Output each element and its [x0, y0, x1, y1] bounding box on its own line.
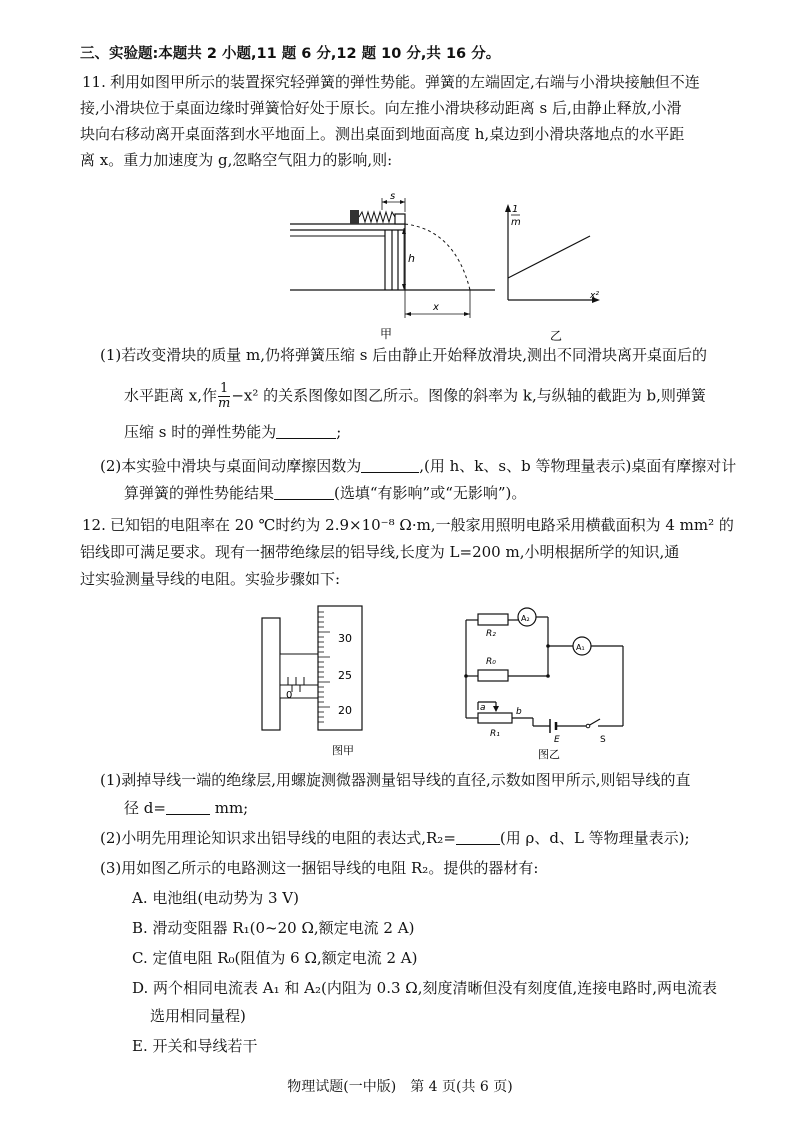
x-axis-label: x²	[590, 291, 599, 301]
q12-stem-line: 过实验测量导线的电阻。实验步骤如下:	[80, 570, 341, 588]
q12-part2-line: (2)小明先用理论知识求出铝导线的电阻的表达式,R₂= (用 ρ、d、L 等物理量表示);	[100, 829, 690, 847]
answer-blank[interactable]	[456, 830, 500, 845]
q12-figure-circuit	[438, 598, 638, 763]
option-d: D. 两个相同电流表 A₁ 和 A₂(内阻为 0.3 Ω,刻度清晰但没有刻度值,连接电路时,两电流表	[132, 979, 718, 997]
y-axis-label-num: 1	[512, 204, 519, 215]
q11-figure-yi	[490, 198, 610, 343]
figure-caption-micrometer: 图甲	[332, 744, 354, 757]
q12-stem-line: 铝线即可满足要求。现有一捆带绝缘层的铝导线,长度为 L=200 m,小明根据所学的知识,通	[80, 543, 680, 561]
section-heading: 三、实验题:本题共 2 小题,11 题 6 分,12 题 10 分,共 16 分。	[80, 46, 501, 62]
q11-part1-line2: 水平距离 x,作 $\frac{1}{m}$ −x² 的关系图像如图乙所示。图像的斜率为 k,与纵轴的截距为 b,则弹簧	[124, 381, 706, 411]
q12-figure-micrometer	[258, 602, 388, 762]
q11-stem-line: 离 x。重力加速度为 g,忽略空气阻力的影响,则:	[80, 151, 393, 169]
sleeve-zero: 0	[286, 690, 293, 701]
thimble-tick-30: 30	[338, 632, 352, 645]
q12-number: 12.	[82, 516, 106, 534]
label-r1: R₁	[490, 729, 500, 739]
q11-part2-line1: (2)本实验中滑块与桌面间动摩擦因数为 ,(用 h、k、s、b 等物理量表示)桌面有摩擦对计	[100, 457, 737, 475]
label-a: a	[480, 703, 486, 713]
label-b: b	[516, 707, 522, 717]
answer-blank[interactable]	[274, 485, 334, 500]
q11-part1-line3: 压缩 s 时的弹性势能为 ;	[124, 423, 342, 441]
label-s: s	[390, 191, 396, 202]
option-a: A. 电池组(电动势为 3 V)	[132, 889, 299, 907]
q12-part3-line: (3)用如图乙所示的电路测这一捆铝导线的电阻 R₂。提供的器材有:	[100, 859, 539, 877]
q11-number: 11.	[82, 73, 106, 91]
q11-stem-line: 利用如图甲所示的装置探究轻弹簧的弹性势能。弹簧的左端固定,右端与小滑块接触但不连	[110, 73, 700, 91]
option-b: B. 滑动变阻器 R₁(0~20 Ω,额定电流 2 A)	[132, 919, 415, 937]
q12-part1-line1: (1)剥掉导线一端的绝缘层,用螺旋测微器测量铝导线的直径,示数如图甲所示,则铝导线的直	[100, 771, 691, 789]
q11-figure-jia	[290, 190, 505, 345]
q11-part2-line2: 算弹簧的弹性势能结果 (选填“有影响”或“无影响”)。	[124, 484, 527, 502]
figure-caption-circuit: 图乙	[538, 748, 560, 761]
y-axis-label-den: m	[511, 217, 521, 228]
q11-part1-line: (1)若改变滑块的质量 m,仍将弹簧压缩 s 后由静止开始释放滑块,测出不同滑块离开桌面后的	[100, 346, 708, 364]
q11-stem-line: 块向右移动离开桌面落到水平地面上。测出桌面到地面高度 h,桌边到小滑块落地点的水平距	[80, 125, 685, 143]
answer-blank[interactable]	[276, 424, 336, 439]
label-r2: R₂	[486, 629, 496, 639]
label-a1: A₁	[576, 643, 585, 652]
answer-blank[interactable]	[361, 458, 419, 473]
label-e: E	[554, 735, 560, 745]
answer-blank[interactable]	[166, 800, 210, 815]
option-c: C. 定值电阻 R₀(阻值为 6 Ω,额定电流 2 A)	[132, 949, 418, 967]
option-e: E. 开关和导线若干	[132, 1037, 258, 1055]
thimble-tick-20: 20	[338, 704, 352, 717]
label-s: S	[600, 735, 606, 745]
fraction: $\frac{1}{m}$	[218, 381, 231, 411]
q12-stem-line: 已知铝的电阻率在 20 ℃时约为 2.9×10⁻⁸ Ω·m,一般家用照明电路采用横截面积为 4 mm² 的	[110, 516, 734, 534]
label-x: x	[433, 302, 439, 313]
label-h: h	[408, 252, 415, 265]
option-d-cont: 选用相同量程)	[150, 1007, 246, 1025]
thimble-tick-25: 25	[338, 669, 352, 682]
label-a2: A₂	[521, 614, 530, 623]
q11-stem-line: 接,小滑块位于桌面边缘时弹簧恰好处于原长。向左推小滑块移动距离 s 后,由静止释放,小滑	[80, 99, 682, 117]
q12-part1-line2: 径 d= mm;	[124, 799, 249, 817]
figure-caption-jia: 甲	[380, 327, 393, 341]
page-footer: 物理试题(一中版) 第 4 页(共 6 页)	[287, 1079, 513, 1095]
graph-line	[508, 236, 590, 278]
figure-caption-yi: 乙	[550, 329, 563, 343]
label-r0: R₀	[486, 657, 496, 667]
